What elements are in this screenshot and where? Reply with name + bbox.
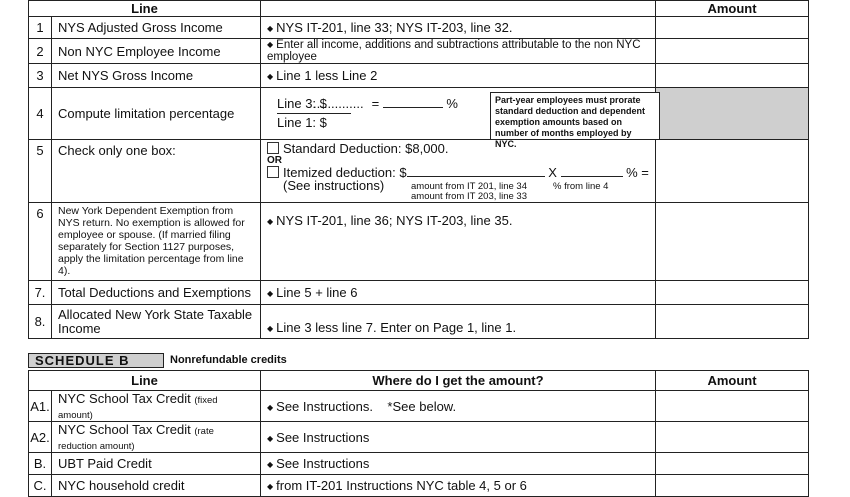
line-number: 4 — [29, 88, 52, 140]
schedule-b-table — [28, 370, 809, 497]
header-instructions — [261, 1, 656, 17]
line-label: NYC School Tax Credit (fixed amount) — [52, 391, 261, 422]
amount-field-b[interactable] — [656, 453, 809, 475]
amount-field-a2[interactable] — [656, 422, 809, 453]
line-instruction: ◆ See Instructions — [261, 453, 656, 475]
line-instruction: ◆ See Instructions — [261, 422, 656, 453]
diamond-icon: ◆ — [267, 402, 274, 412]
line-instruction: ◆ NYS IT-201, line 33; NYS IT-203, line 32. — [261, 17, 656, 39]
line-instruction: ◆ NYS IT-201, line 36; NYS IT-203, line 35. — [261, 203, 656, 281]
line-instruction: ◆ Line 1 less Line 2 — [261, 64, 656, 88]
table-row — [29, 422, 809, 453]
line-number: 8. — [29, 305, 52, 339]
line-label: Total Deductions and Exemptions — [52, 281, 261, 305]
line-label: Allocated New York State Taxable Income — [52, 305, 261, 339]
table-row — [29, 391, 809, 422]
amount-field-3[interactable] — [656, 64, 809, 88]
schedule-b-tag: SCHEDULE B — [28, 353, 164, 368]
line-number: 6 — [29, 203, 52, 281]
table-row — [29, 140, 809, 203]
diamond-icon: ◆ — [267, 72, 274, 81]
amount-field-a1[interactable] — [656, 391, 809, 422]
amount-field-5[interactable] — [656, 140, 809, 203]
line-number: 2 — [29, 39, 52, 64]
line-instruction: ◆ See Instructions. *See below. — [261, 391, 656, 422]
line-label: New York Dependent Exemption from NYS return. No exemption is allowed for employee or spouse. (If married filing separately for Section 1127 purposes, apply the limitation percentage from line 4). — [52, 203, 261, 281]
diamond-icon: ◆ — [267, 40, 274, 49]
diamond-icon: ◆ — [267, 324, 274, 333]
diamond-icon: ◆ — [267, 482, 274, 491]
table-row — [29, 17, 809, 39]
amount-field-c[interactable] — [656, 475, 809, 497]
line-instruction: Line 3: $.............. = % Line 1: $ — [261, 88, 656, 140]
amount-field-6[interactable] — [656, 203, 809, 281]
line-instruction: ◆ Line 3 less line 7. Enter on Page 1, line 1. — [261, 305, 656, 339]
line-number: 3 — [29, 64, 52, 88]
table-row — [29, 203, 809, 281]
percentage-field[interactable] — [383, 107, 443, 108]
line-label: UBT Paid Credit — [52, 453, 261, 475]
table-row — [29, 64, 809, 88]
line-number: 1 — [29, 17, 52, 39]
header-where: Where do I get the amount? — [261, 371, 656, 391]
amount-field-1[interactable] — [656, 17, 809, 39]
table-row — [29, 88, 809, 140]
line-number: A1. — [29, 391, 52, 422]
amount-field-7[interactable] — [656, 281, 809, 305]
diamond-icon: ◆ — [267, 289, 274, 298]
amount-field-8[interactable] — [656, 305, 809, 339]
line-number: B. — [29, 453, 52, 475]
shaded-amount — [656, 88, 809, 140]
diamond-icon: ◆ — [267, 460, 274, 469]
line-label: Net NYS Gross Income — [52, 64, 261, 88]
header-amount: Amount — [656, 371, 809, 391]
header-line: Line — [29, 371, 261, 391]
itemized-pct-field[interactable] — [561, 176, 623, 177]
line-number: A2. — [29, 422, 52, 453]
line-instruction: ◆ Line 5 + line 6 — [261, 281, 656, 305]
header-amount: Amount — [656, 1, 809, 17]
table-row — [29, 39, 809, 64]
diamond-icon: ◆ — [267, 24, 274, 33]
line-label: NYS Adjusted Gross Income — [52, 17, 261, 39]
table-row — [29, 305, 809, 339]
itemized-deduction-checkbox[interactable] — [267, 166, 279, 178]
allocation-table — [28, 0, 809, 339]
part-year-note: Part-year employees must prorate standard deduction and dependent exemption amounts based on number of months employed by NYC. — [490, 92, 660, 140]
itemized-amount-field[interactable] — [407, 176, 545, 177]
line-label: Compute limitation percentage — [52, 88, 261, 140]
line-instruction: Standard Deduction: $8,000. OR Itemized deduction: $ X % = (See instructions) amount from IT 201, line 34 % from line 4 amount from IT 203, line 33 — [261, 140, 656, 203]
line-number: C. — [29, 475, 52, 497]
schedule-b-subtitle: Nonrefundable credits — [170, 354, 287, 366]
header-line: Line — [29, 1, 261, 17]
table-row — [29, 475, 809, 497]
table-row — [29, 281, 809, 305]
diamond-icon: ◆ — [267, 433, 274, 443]
line-instruction: ◆ Enter all income, additions and subtractions attributable to the non NYC employee — [261, 39, 656, 64]
line-number: 7. — [29, 281, 52, 305]
line-label: NYC School Tax Credit (rate reduction amount) — [52, 422, 261, 453]
line-number: 5 — [29, 140, 52, 203]
line-instruction: ◆ from IT-201 Instructions NYC table 4, 5 or 6 — [261, 475, 656, 497]
amount-field-2[interactable] — [656, 39, 809, 64]
line-label: Non NYC Employee Income — [52, 39, 261, 64]
line-label: Check only one box: — [52, 140, 261, 203]
standard-deduction-checkbox[interactable] — [267, 142, 279, 154]
diamond-icon: ◆ — [267, 217, 274, 226]
line-label: NYC household credit — [52, 475, 261, 497]
table-row — [29, 453, 809, 475]
